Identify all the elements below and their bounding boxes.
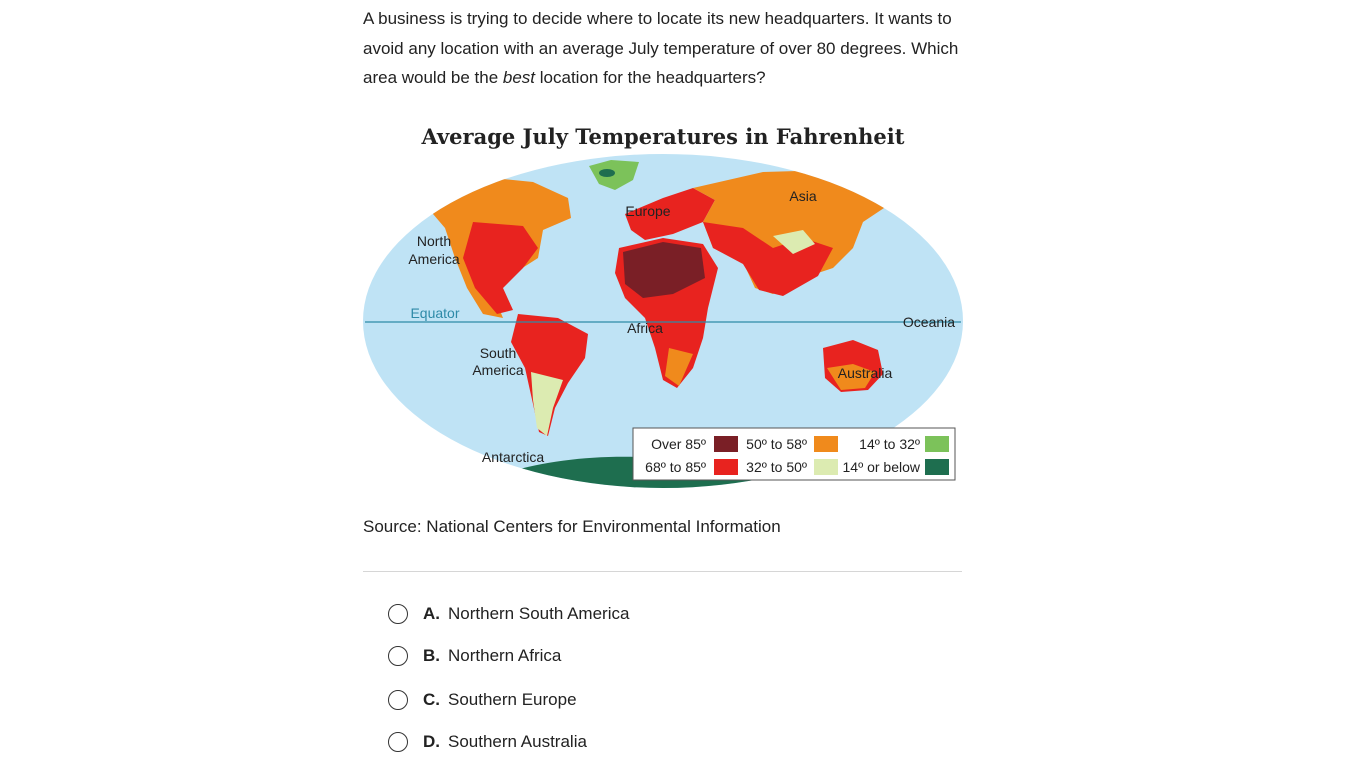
radio-button-c[interactable] <box>388 690 408 710</box>
choice-c-text: Southern Europe <box>448 690 577 709</box>
label-equator: Equator <box>410 305 460 321</box>
choice-a[interactable] <box>388 601 629 627</box>
legend-label-3: 32º to 50º <box>746 459 807 475</box>
label-oceania: Oceania <box>902 314 956 330</box>
choice-d-letter: D. <box>423 732 440 751</box>
world-map <box>363 118 963 490</box>
legend-swatch-4 <box>925 436 949 452</box>
choice-d-text: Southern Australia <box>448 732 587 751</box>
source-citation: Source: National Centers for Environmental Information <box>363 517 781 536</box>
choice-b-letter: B. <box>423 646 440 665</box>
legend-label-0: Over 85º <box>651 436 706 452</box>
choice-b[interactable] <box>388 643 561 669</box>
legend-swatch-1 <box>714 459 738 475</box>
radio-button-d[interactable] <box>388 732 408 752</box>
legend-swatch-5 <box>925 459 949 475</box>
radio-button-b[interactable] <box>388 646 408 666</box>
legend-label-4: 14º to 32º <box>859 436 920 452</box>
choice-a-letter: A. <box>423 604 440 623</box>
divider <box>363 571 962 572</box>
question-text <box>363 4 963 93</box>
label-australia: Australia <box>837 365 893 381</box>
radio-button-a[interactable] <box>388 604 408 624</box>
legend-label-2: 50º to 58º <box>746 436 807 452</box>
label-south-america-2: America <box>472 362 524 378</box>
label-antarctica: Antarctica <box>481 449 545 465</box>
choice-a-text: Northern South America <box>448 604 630 623</box>
legend-swatch-0 <box>714 436 738 452</box>
label-north-america-1: North <box>416 233 452 249</box>
question-text-part2: location for the headquarters? <box>535 68 766 87</box>
legend-label-5: 14º or below <box>842 459 920 475</box>
legend-swatch-2 <box>814 436 838 452</box>
temperature-map-figure <box>363 118 963 490</box>
map-title: Average July Temperatures in Fahrenheit <box>421 124 905 149</box>
label-south-america-1: South <box>479 345 517 361</box>
choice-c[interactable] <box>388 687 577 713</box>
greenland-ice <box>599 169 615 177</box>
label-north-america-2: America <box>408 251 460 267</box>
question-emphasis: best <box>502 68 536 87</box>
label-africa: Africa <box>627 320 663 336</box>
legend-label-1: 68º to 85º <box>645 459 706 475</box>
choice-b-text: Northern Africa <box>448 646 562 665</box>
legend-swatch-3 <box>814 459 838 475</box>
map-legend <box>633 428 955 480</box>
question-text-part1: A business is trying to decide where to locate its new headquarters. It wants to avoid any location with an average July temperature of over 80 degrees. Which area would be the <box>363 9 959 87</box>
label-asia: Asia <box>789 188 817 204</box>
label-europe: Europe <box>625 203 671 219</box>
choice-d[interactable] <box>388 729 587 755</box>
choice-c-letter: C. <box>423 690 440 709</box>
